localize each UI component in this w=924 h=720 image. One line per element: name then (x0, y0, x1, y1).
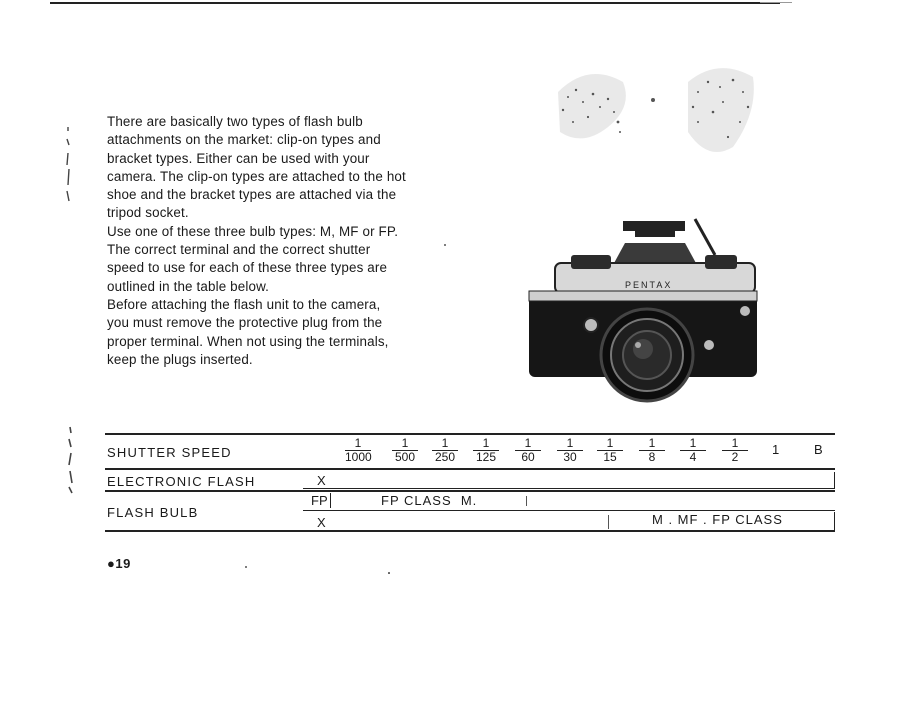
camera-photo (525, 215, 765, 415)
speed-1-500 (388, 437, 422, 464)
margin-mark-top (64, 125, 72, 205)
speck (444, 244, 446, 246)
speed-numerator: 1 (566, 436, 574, 450)
x-bulb-end-tick (834, 512, 835, 530)
speed-1-4 (676, 437, 710, 464)
speed-1-250 (428, 437, 462, 464)
fp-terminal-tick (330, 493, 331, 508)
paragraph-line: The correct terminal and the correct shutter (107, 242, 371, 258)
speed-b: B (814, 442, 823, 457)
bullet-icon: ● (107, 556, 116, 571)
paragraph-line: shoe and the bracket types are attached via the (107, 187, 397, 203)
electronic-flash-x-terminal: X (317, 473, 326, 488)
speed-denominator: 8 (639, 450, 665, 464)
speed-1-15 (593, 437, 627, 464)
speed-denominator: 30 (557, 450, 583, 464)
speed-denominator: 2 (722, 450, 748, 464)
page-number-value: 19 (115, 556, 131, 571)
paragraph-line: camera. The clip-on types are attached to the hot (107, 168, 406, 184)
flash-bulb-fp-terminal: FP (311, 493, 328, 508)
table-rule-2 (105, 468, 835, 470)
paragraph-line: tripod socket. (107, 205, 189, 221)
electronic-flash-end-tick (834, 472, 835, 489)
table-rule-bottom (105, 530, 835, 532)
fp-class-label: FP CLASS M. (381, 493, 478, 508)
x-bulb-start-tick (608, 515, 609, 529)
paragraph-line: outlined in the table below. (107, 278, 270, 294)
camera-brand: PENTAX (625, 280, 673, 290)
fp-class-end-tick (526, 496, 527, 506)
paragraph-line: bracket types. Either can be used with your (107, 150, 370, 166)
top-rule (50, 2, 780, 4)
page-number (107, 556, 131, 571)
flash-reflector-photo (548, 52, 768, 182)
paragraph-line: attachments on the market: clip-on types and (107, 132, 381, 148)
speed-denominator: 15 (597, 450, 623, 464)
electronic-flash-sync-bar (303, 488, 835, 489)
speed-numerator: 1 (354, 436, 362, 450)
paragraph-line: keep the plugs inserted. (107, 351, 253, 367)
table-rule-3 (105, 490, 835, 492)
speed-numerator: 1 (731, 436, 739, 450)
fp-row-divider (303, 510, 835, 511)
paragraph-line: you must remove the protective plug from the (107, 315, 383, 331)
paragraph-line: proper terminal. When not using the terminals, (107, 333, 389, 349)
speed-1-30 (553, 437, 587, 464)
speed-numerator: 1 (524, 436, 532, 450)
speed-denominator: 4 (680, 450, 706, 464)
speed-numerator: 1 (441, 436, 449, 450)
speed-denominator: 125 (473, 450, 499, 464)
speed-1: 1 (772, 442, 780, 457)
speed-numerator: 1 (482, 436, 490, 450)
row-label-flash-bulb: FLASH BULB (107, 505, 199, 520)
speed-numerator: 1 (648, 436, 656, 450)
all-class-label: M . MF . FP CLASS (652, 512, 783, 527)
top-dash (760, 2, 792, 3)
flash-bulb-x-terminal: X (317, 515, 326, 530)
speed-denominator: 500 (392, 450, 418, 464)
speck (388, 572, 390, 574)
paragraph-line: Before attaching the flash unit to the camera, (107, 296, 381, 312)
speed-1-60 (511, 437, 545, 464)
row-label-shutter-speed: SHUTTER SPEED (107, 445, 232, 460)
body-paragraph (107, 113, 459, 369)
speed-denominator: 1000 (345, 450, 372, 464)
paragraph-line: There are basically two types of flash bulb (107, 114, 363, 129)
speck (245, 566, 247, 568)
row-label-electronic-flash: ELECTRONIC FLASH (107, 474, 256, 489)
speed-1-2 (718, 437, 752, 464)
flash-sync-table (105, 430, 837, 536)
speed-1-125 (469, 437, 503, 464)
table-rule-top (105, 433, 835, 435)
speed-numerator: 1 (401, 436, 409, 450)
speed-numerator: 1 (606, 436, 614, 450)
speed-1-1000 (341, 437, 375, 464)
paragraph-line: speed to use for each of these three types are (107, 260, 388, 276)
speed-denominator: 60 (515, 450, 541, 464)
speed-1-8 (635, 437, 669, 464)
margin-mark-bottom (66, 425, 76, 495)
paragraph-line: Use one of these three bulb types: M, MF or FP. (107, 223, 399, 239)
speed-numerator: 1 (689, 436, 697, 450)
speed-denominator: 250 (432, 450, 458, 464)
